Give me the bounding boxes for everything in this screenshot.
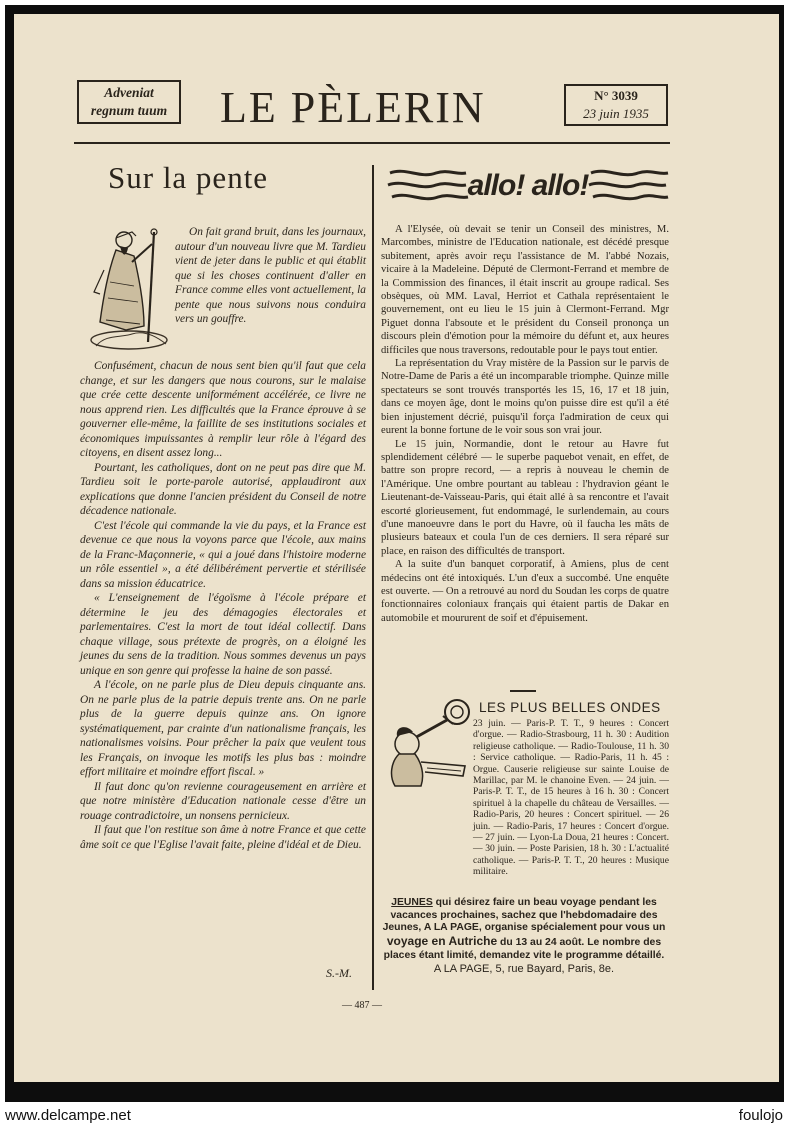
- news-item-passion: La représentation du Vray mistère de la Passion sur le parvis de Notre-Dame de Paris a été un incomparable triomphe. Quinze mille spectateurs se sont trouvés transportés les 15, 16, 17 et 18 juin, dans ce moyen âge, dont le moins qu'on puisse dire est qu'il a été bien injustement décrié, puisqu'il força l'admiration de ceux qui eurent la bonne fortune de le voir sous son vrai jour.: [381, 358, 669, 437]
- motto-box: [77, 80, 181, 124]
- article-signature: S.-M.: [326, 966, 352, 980]
- section-divider: [510, 690, 536, 692]
- masthead-title: LE PÈLERIN: [220, 83, 486, 132]
- watermark-right: foulojo: [738, 1107, 783, 1124]
- radio-section-title: LES PLUS BELLES ONDES: [479, 700, 661, 715]
- news-item-normandie: Le 15 juin, Normandie, dont le retour au Havre fut splendidement célébré — le superbe paquebot venait, en effet, de battre son propre record, — a repris à nouveau le chemin de l'Amérique. Une ombre pourtant au tableau : l'hydravion géant le Lieutenant-de-Vaisseau-Paris, qui était allé à sa rencontre et l'avait escorté glorieusement, fut endommagé, le surlendemain, au cours d'une manoeuvre dans le port du Havre, où il faucha les mâts de plusieurs bateaux et coula l'un de ces derniers. Il sera réparé sur place, en raison des difficultés de transport.: [381, 438, 669, 557]
- paragraph-6: Il faut donc qu'on revienne courageusement en arrière et que notre ministère d'Education nationale cesse d'être un rouage contradictoire, un nonsens pernicieux.: [80, 780, 366, 822]
- paragraph-7: Il faut que l'on restitue son âme à notre France et que cette âme soit ce que l'Eglise l'avait faite, pleine d'idéal et de Dieu.: [80, 824, 366, 851]
- intro-paragraph: On fait grand bruit, dans les journaux, autour d'un nouveau livre que M. Tardieu vient de jeter dans le public et qui établit que si les choses continuent d'aller en France comme elles vont actuellement, la pente que nous suivons nous conduira vers un gouffre.: [175, 226, 366, 325]
- page-number: — 487 —: [342, 1000, 382, 1011]
- motto-line-1: Adveniat: [104, 85, 154, 100]
- jeunes-voyage: voyage en Autriche: [386, 934, 498, 949]
- article-intro: [175, 225, 366, 327]
- issue-number: N° 3039: [594, 88, 638, 103]
- paragraph-2: Pourtant, les catholiques, dont on ne peut pas dire que M. Tardieu soit le porte-parole autorisé, applaudiront aux explications que donne l'ancien président du Conseil de notre décadence nationale.: [80, 461, 366, 517]
- allo-banner: [386, 163, 671, 213]
- jeunes-text-2: du 13 au 24 août. Le nombre des places étant limité, demandez vite le programme détaillé.: [383, 937, 665, 961]
- watermark-strip: [0, 1102, 791, 1132]
- radio-schedule: [381, 718, 669, 878]
- issue-box: [564, 84, 668, 126]
- jeunes-text-1: qui désirez faire un beau voyage pendant les vacances prochaines, sachez que l'hebdomadaire des Jeunes, A LA PAGE, organise spécialement pour vous un: [382, 897, 666, 934]
- header-rule: [74, 142, 670, 144]
- jeunes-advertisement: [381, 897, 667, 976]
- motto-line-2: regnum tuum: [90, 103, 168, 118]
- news-item-amiens: A la suite d'un banquet corporatif, à Amiens, plus de cent médecins ont été intoxiqués. L'un d'eux a succombé. Une enquête est ouverte. — On a retrouvé au nord du Soudan les corps de quatre fonctionnaires coloniaux français qui étaient partis de Dakar en automobile et moururent de soif et d'épuisement.: [381, 559, 669, 624]
- column-divider: [372, 165, 374, 990]
- paragraph-4: « L'enseignement de l'égoïsme à l'école prépare et détermine le jeu des démagogies électorales et parlementaires. C'est la mort de tout idéal collectif. Dans chaque village, sous prétexte de progrès, on a éloigné les jeunes du sens de la tradition. Nous sommes devenus un pays unique en son genre qui professe la haine de son passé.: [80, 592, 366, 677]
- allo-banner-text: allo! allo!: [467, 169, 589, 202]
- watermark-left: www.delcampe.net: [5, 1107, 131, 1124]
- jeunes-address: A LA PAGE, 5, rue Bayard, Paris, 8e.: [433, 962, 615, 975]
- jeunes-lead: JEUNES: [391, 897, 433, 908]
- news-items: [381, 223, 669, 625]
- article-heading: Sur la pente: [108, 160, 269, 195]
- news-item-elysee: A l'Elysée, où devait se tenir un Conseil des ministres, M. Marcombes, ministre de l'Education nationale, est décédé presque subitement, après avoir reçu l'assistance de M. l'abbé Nozais, vicaire à la Madeleine. Député de Clermont-Ferrand et membre de la Commission des finances, il était inscrit au groupe radical. Ses obsèques, où MM. Laval, Herriot et Cathala représentaient le gouvernement, ont eu lieu le 15 juin à Clermont-Ferrand. Mgr Piguet donna l'absoute et le président du Conseil prononça un discours plein d'émotion pour la mémoire du défunt et, aux heures difficiles que nous traversons, redoutable pour le pays tout entier.: [381, 224, 669, 356]
- paragraph-5: A l'école, on ne parle plus de Dieu depuis cinquante ans. On ne parle plus de la patrie depuis trente ans. On ne parle plus de la guerre depuis quinze ans. On ignore systématiquement, par crainte d'un nationalisme français, les nationalismes voisins. Pour prêcher la paix que veulent tous les Français, on invoque les motifs les plus bas : moindre effort militaire et moindre effort fiscal. »: [80, 679, 366, 778]
- pilgrim-illustration: [86, 222, 172, 354]
- article-body: [80, 359, 366, 852]
- issue-date: 23 juin 1935: [583, 106, 649, 121]
- paragraph-1: Confusément, chacun de nous sent bien qu'il faut que cela change, et sur les dangers que nous courons, sur le malaise que crée cette descente uniformément accélérée, ce livre ne nous apprend rien. Les difficultés que la France éprouve à se gouverner elle-même, la faillite de ses institutions sociales et économiques impuissantes à remplir leur rôle à l'égard des citoyens, en disent assez long...: [80, 360, 366, 459]
- paragraph-3: C'est l'école qui commande la vie du pays, et la France est devenue ce que nous la voyons parce que l'école, aux mains de la Franc-Maçonnerie, « qui a joué dans l'histoire moderne un rôle essentiel », a été délibérément pervertie et stérilisée dans sa mission éducatrice.: [80, 519, 366, 590]
- radio-schedule-text: 23 juin. — Paris-P. T. T., 9 heures : Concert d'orgue. — Radio-Strasbourg, 11 h. 30 : Audition religieuse catholique. — Radio-Toulouse, 11 h. 30 : Service catholique. — Radio-Paris, 11 h. 45 : Orgue. Causerie religieuse sur sainte Louise de Marillac, par M. le chanoine Even. — 24 juin. — Paris-P. T. T., de 15 heures à 16 h. 30 : Concert spirituel à la chapelle du château de Versailles. — Radio-Paris, 20 heures : Concert spirituel. — 26 juin. — Radio-Paris, 17 heures : Concert d'orgue. — 27 juin. — Lyon-La Doua, 21 heures : Concert. — 30 juin. — Poste Parisien, 18 h. 30 : L'actualité catholique. — Paris-P. T. T., 20 heures : Musique militaire.: [473, 718, 669, 878]
